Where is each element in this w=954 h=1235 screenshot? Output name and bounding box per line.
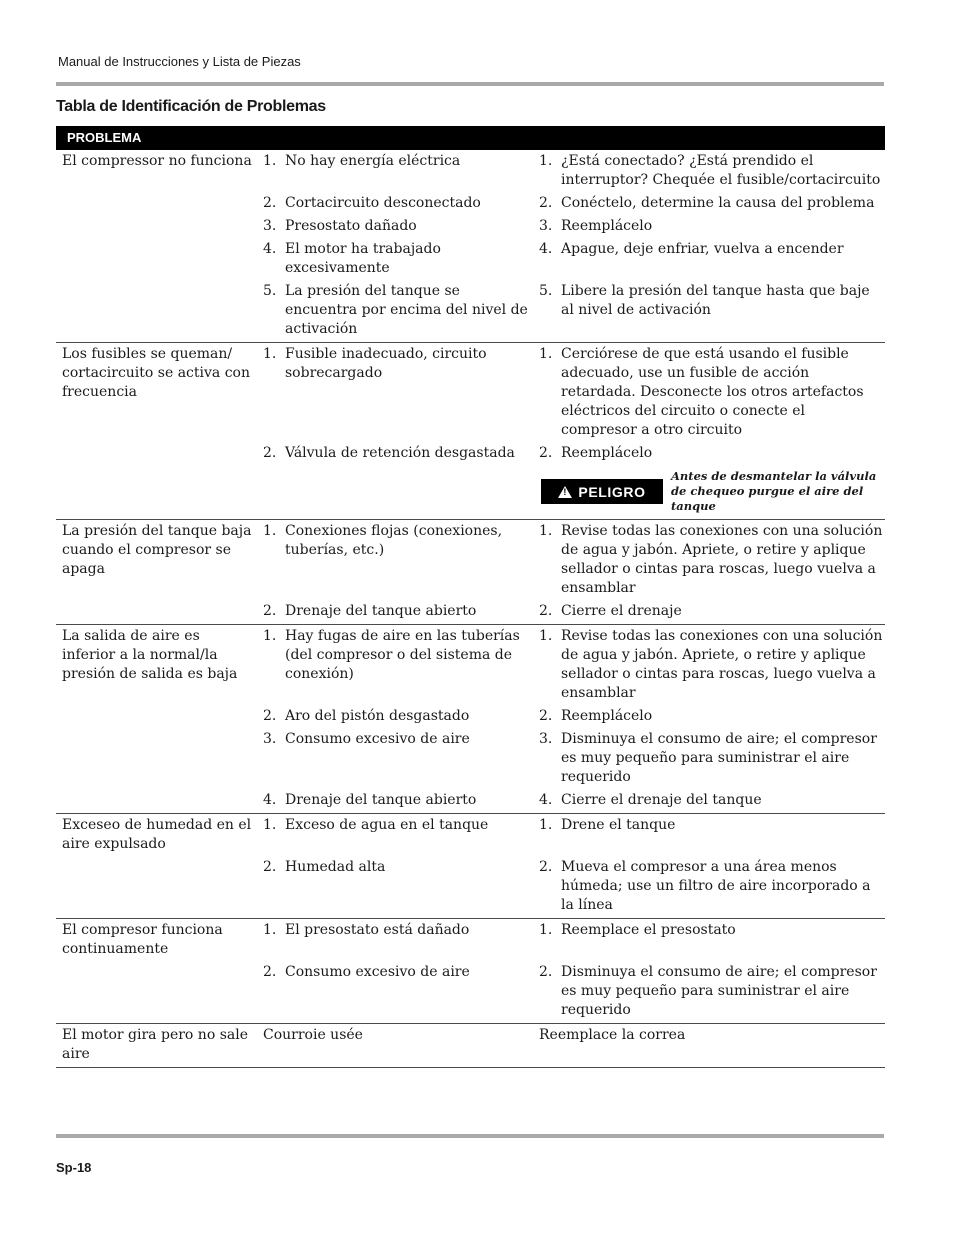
problem-cell <box>56 730 257 787</box>
solution-cell <box>533 444 885 463</box>
solution-number: 3. <box>539 218 553 234</box>
solution-cell <box>533 345 885 440</box>
table-row <box>56 707 885 726</box>
solution-cell <box>533 194 885 213</box>
warning-triangle-icon <box>558 486 572 498</box>
table-row <box>56 730 885 787</box>
cause-text: Presostato dañado <box>285 218 417 234</box>
solution-cell <box>533 1026 885 1064</box>
problem-group <box>56 343 885 520</box>
table-row <box>56 1026 885 1064</box>
cause-cell <box>257 921 533 959</box>
section-title: Tabla de Identificación de Problemas <box>56 98 326 115</box>
solution-cell <box>533 791 885 810</box>
solution-cell <box>533 282 885 339</box>
cause-text: El presostato está dañado <box>285 922 470 938</box>
problem-group <box>56 520 885 625</box>
cause-number: 1. <box>263 153 277 169</box>
cause-text: Courroie usée <box>263 1027 363 1043</box>
footer-divider <box>56 1134 884 1138</box>
problem-cell <box>56 602 257 621</box>
cause-number: 2. <box>263 445 277 461</box>
danger-badge <box>541 479 663 504</box>
cause-number: 1. <box>263 817 277 833</box>
problem-cell: Exceseo de humedad en el aire expulsado <box>62 817 252 852</box>
danger-warning <box>56 469 885 514</box>
cause-number: 3. <box>263 731 277 747</box>
problem-group <box>56 625 885 814</box>
problem-cell: La presión del tanque baja cuando el compresor se apaga <box>62 523 252 577</box>
problem-cell <box>56 858 257 915</box>
cause-number: 1. <box>263 628 277 644</box>
table-row <box>56 194 885 213</box>
cause-cell <box>257 345 533 440</box>
solution-number: 1. <box>539 523 553 539</box>
cause-cell <box>257 627 533 703</box>
solution-number: 2. <box>539 445 553 461</box>
solution-number: 2. <box>539 964 553 980</box>
header-divider <box>56 82 884 86</box>
cause-text: Exceso de agua en el tanque <box>285 817 489 833</box>
solution-text: Libere la presión del tanque hasta que baje al nivel de activación <box>561 283 870 318</box>
solution-number: 3. <box>539 731 553 747</box>
cause-text: No hay energía eléctrica <box>285 153 461 169</box>
solution-text: Disminuya el consumo de aire; el compresor es muy pequeño para suministrar el aire requerido <box>561 964 877 1018</box>
cause-cell <box>257 730 533 787</box>
solution-number: 2. <box>539 708 553 724</box>
solution-cell <box>533 240 885 278</box>
solution-number: 5. <box>539 283 553 299</box>
cause-cell <box>257 1026 533 1064</box>
cause-number: 4. <box>263 792 277 808</box>
cause-text: Cortacircuito desconectado <box>285 195 481 211</box>
solution-cell <box>533 152 885 190</box>
cause-text: Drenaje del tanque abierto <box>285 792 477 808</box>
solution-number: 2. <box>539 859 553 875</box>
cause-cell <box>257 816 533 854</box>
solution-cell <box>533 963 885 1020</box>
cause-text: Conexiones flojas (conexiones, tuberías, etc.) <box>285 523 503 558</box>
solution-number: 2. <box>539 603 553 619</box>
table-row <box>56 345 885 440</box>
problem-cell <box>56 444 257 463</box>
solution-cell <box>533 921 885 959</box>
solution-text: ¿Está conectado? ¿Está prendido el interruptor? Chequée el fusible/cortacircuito <box>561 153 881 188</box>
problem-cell <box>56 963 257 1020</box>
table-row <box>56 816 885 854</box>
manual-header: Manual de Instrucciones y Lista de Piezas <box>58 54 301 69</box>
cause-text: Válvula de retención desgastada <box>285 445 515 461</box>
solution-text: Reemplace el presostato <box>561 922 736 938</box>
table-body <box>56 150 885 1068</box>
solution-text: Mueva el compresor a una área menos húmeda; use un filtro de aire incorporado a la línea <box>561 859 871 913</box>
solution-cell <box>533 858 885 915</box>
problem-cell: El compresor funciona continuamente <box>62 922 223 957</box>
solution-text: Revise todas las conexiones con una solución de agua y jabón. Apriete, o retire y aplique sellador o cintas para roscas, luego vuelva a ensamblar <box>561 523 883 596</box>
table-row <box>56 858 885 915</box>
table-header: PROBLEMA <box>56 126 885 150</box>
solution-text: Apague, deje enfriar, vuelva a encender <box>561 241 844 257</box>
solution-cell <box>533 217 885 236</box>
cause-number: 2. <box>263 195 277 211</box>
solution-text: Cierre el drenaje <box>561 603 682 619</box>
solution-text: Reemplácelo <box>561 445 653 461</box>
solution-number: 1. <box>539 817 553 833</box>
cause-cell <box>257 217 533 236</box>
table-row <box>56 791 885 810</box>
problem-cell <box>56 240 257 278</box>
cause-text: Humedad alta <box>285 859 386 875</box>
solution-text: Revise todas las conexiones con una solución de agua y jabón. Apriete, o retire y aplique sellador o cintas para roscas, luego vuelva a ensamblar <box>561 628 883 701</box>
solution-cell <box>533 627 885 703</box>
problem-group <box>56 150 885 343</box>
cause-cell <box>257 791 533 810</box>
solution-number: 1. <box>539 153 553 169</box>
problem-cell: El motor gira pero no sale aire <box>62 1027 248 1062</box>
table-row <box>56 444 885 463</box>
problem-cell <box>56 282 257 339</box>
cause-cell <box>257 963 533 1020</box>
solution-number: 4. <box>539 792 553 808</box>
troubleshooting-table <box>56 126 885 1068</box>
solution-text: Conéctelo, determine la causa del problema <box>561 195 875 211</box>
solution-text: Reemplácelo <box>561 218 653 234</box>
solution-number: 1. <box>539 346 553 362</box>
cause-cell <box>257 444 533 463</box>
problem-cell: El compressor no funciona <box>62 153 252 169</box>
solution-number: 1. <box>539 922 553 938</box>
cause-text: Consumo excesivo de aire <box>285 731 470 747</box>
cause-text: La presión del tanque se encuentra por encima del nivel de activación <box>285 283 528 337</box>
problem-group <box>56 814 885 919</box>
table-row <box>56 217 885 236</box>
problem-cell <box>56 791 257 810</box>
table-row <box>56 921 885 959</box>
problem-cell <box>56 194 257 213</box>
solution-cell <box>533 816 885 854</box>
danger-note: Antes de desmantelar la válvula de chequeo purgue el aire del tanque <box>671 469 877 513</box>
cause-cell <box>257 858 533 915</box>
cause-cell <box>257 240 533 278</box>
cause-cell <box>257 194 533 213</box>
cause-text: El motor ha trabajado excesivamente <box>285 241 441 276</box>
cause-number: 2. <box>263 859 277 875</box>
cause-number: 1. <box>263 922 277 938</box>
table-row <box>56 963 885 1020</box>
cause-text: Aro del pistón desgastado <box>285 708 470 724</box>
cause-cell <box>257 522 533 598</box>
solution-number: 4. <box>539 241 553 257</box>
cause-text: Hay fugas de aire en las tuberías (del compresor o del sistema de conexión) <box>285 628 520 682</box>
solution-text: Reemplace la correa <box>539 1027 686 1043</box>
cause-number: 2. <box>263 708 277 724</box>
table-row <box>56 602 885 621</box>
problem-group <box>56 1024 885 1068</box>
solution-cell <box>533 730 885 787</box>
solution-cell <box>533 522 885 598</box>
table-row <box>56 152 885 190</box>
solution-text: Cierre el drenaje del tanque <box>561 792 762 808</box>
cause-text: Drenaje del tanque abierto <box>285 603 477 619</box>
solution-number: 2. <box>539 195 553 211</box>
table-row <box>56 522 885 598</box>
cause-number: 4. <box>263 241 277 257</box>
problem-cell <box>56 707 257 726</box>
problem-cell: Los fusibles se queman/ cortacircuito se activa con frecuencia <box>62 346 250 400</box>
cause-cell <box>257 707 533 726</box>
solution-text: Reemplácelo <box>561 708 653 724</box>
solution-text: Drene el tanque <box>561 817 676 833</box>
page-number: Sp-18 <box>56 1160 92 1175</box>
problem-cell <box>56 217 257 236</box>
table-row <box>56 240 885 278</box>
cause-text: Fusible inadecuado, circuito sobrecargado <box>285 346 487 381</box>
solution-text: Cerciórese de que está usando el fusible adecuado, use un fusible de acción retardada. Desconecte los otros artefactos eléctricos del circuito o conecte el compresor a otro circuito <box>561 346 864 438</box>
table-row <box>56 282 885 339</box>
cause-number: 2. <box>263 603 277 619</box>
cause-text: Consumo excesivo de aire <box>285 964 470 980</box>
problem-group <box>56 919 885 1024</box>
solution-cell <box>533 707 885 726</box>
table-row <box>56 627 885 703</box>
problem-cell: La salida de aire es inferior a la normal/la presión de salida es baja <box>62 628 238 682</box>
cause-number: 1. <box>263 523 277 539</box>
cause-cell <box>257 152 533 190</box>
solution-cell <box>533 602 885 621</box>
cause-cell <box>257 602 533 621</box>
solution-number: 1. <box>539 628 553 644</box>
cause-number: 2. <box>263 964 277 980</box>
cause-number: 3. <box>263 218 277 234</box>
cause-number: 1. <box>263 346 277 362</box>
cause-cell <box>257 282 533 339</box>
danger-label: PELIGRO <box>578 483 646 500</box>
cause-number: 5. <box>263 283 277 299</box>
solution-text: Disminuya el consumo de aire; el compresor es muy pequeño para suministrar el aire requerido <box>561 731 877 785</box>
